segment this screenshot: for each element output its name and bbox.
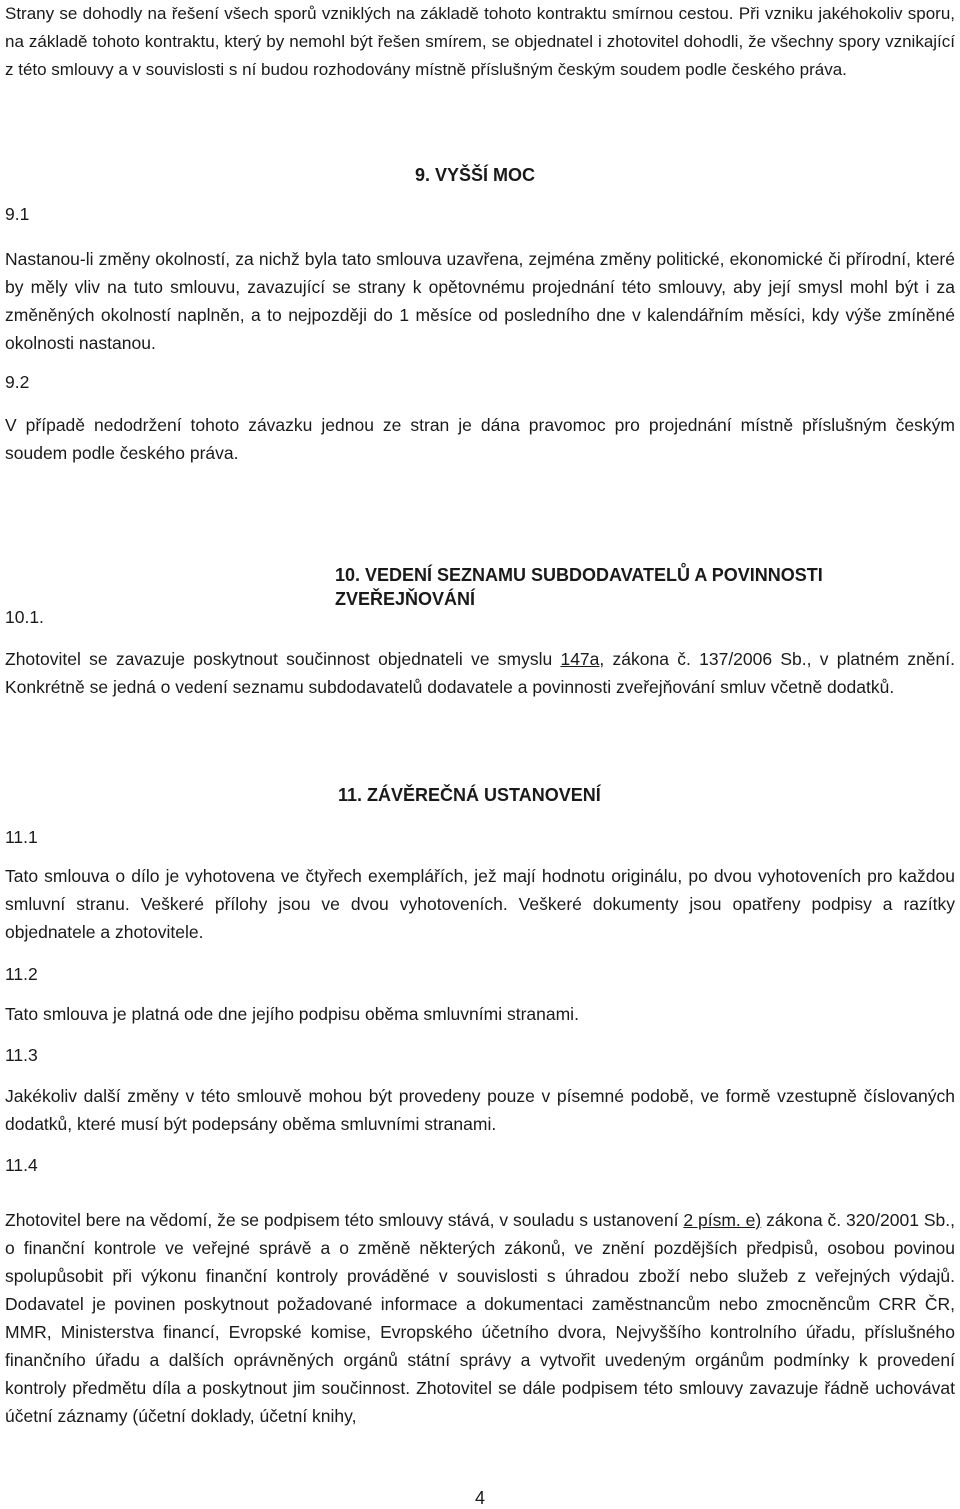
- clause-10-1-text: [5, 645, 955, 701]
- clause-number-11-1: 11.1: [5, 827, 38, 847]
- clause-number-9-1: 9.1: [5, 204, 30, 224]
- clause-9-2-text: V případě nedodržení tohoto závazku jednou ze stran je dána pravomoc pro projednání místně příslušným českým soudem podle českého práva.: [5, 415, 955, 463]
- clause-number-11-3: 11.3: [5, 1045, 38, 1065]
- clause-11-4-text: [5, 1206, 955, 1430]
- clause-11-4-text-end: zákona č. 320/2001 Sb., o finanční kontrole ve veřejné správě a o změně některých zákonů, ve znění pozdějších předpisů, osobou povinou spolupůsobit při výkonu finanční kontroly prováděné v souvislosti s úhradou zboží nebo služeb z veřejných výdajů. Dodavatel je povinen poskytnout požadované informace a dokumentaci zaměstnancům nebo zmocněncům CRR ČR, MMR, Ministerstva financí, Evropské komise, Evropského účetního dvora, Nejvyššího kontrolního úřadu, příslušného finančního úřadu a dalších oprávněných orgánů státní správy a vytvořit uvedeným orgánům podmínky k provedení kontroly předmětu díla a poskytnout jim součinnost. Zhotovitel se dále podpisem této smlouvy zavazuje řádně uchovávat účetní záznamy (účetní doklady, účetní knihy,: [5, 1210, 955, 1426]
- clause-number-11-2: 11.2: [5, 964, 38, 984]
- section-ref-147a: 147a: [560, 649, 600, 669]
- intro-paragraph: Strany se dohodly na řešení všech sporů vzniklých na základě tohoto kontraktu smírnou cestou. Při vzniku jakéhokoliv sporu, na základě tohoto kontraktu, který by nemohl být řešen smírem, se objednatel i zhotovitel dohodli, že všechny spory vznikající z této smlouvy a v souvislosti s ní budou rozhodovány místně příslušným českým soudem podle českého práva.: [5, 4, 955, 79]
- clause-10-1-text-end: , zákona č. 137/2006 Sb., v platném znění. Konkrétně se jedná o vedení seznamu subdodavatelů dodavatele a povinnosti zveřejňování smluv včetně dodatků.: [5, 649, 955, 697]
- clause-11-3-text: Jakékoliv další změny v této smlouvě mohou být provedeny pouze v písemné podobě, ve formě vzestupně číslovaných dodatků, které musí být podepsány oběma smluvními stranami.: [5, 1086, 955, 1134]
- clause-number-9-2: 9.2: [5, 372, 30, 392]
- clause-number-11-4: 11.4: [5, 1155, 38, 1175]
- clause-11-2-text: Tato smlouva je platná ode dne jejího podpisu oběma smluvními stranami.: [5, 1004, 579, 1024]
- page-number: 4: [474, 1488, 485, 1508]
- clause-11-1-text: Tato smlouva o dílo je vyhotovena ve čtyřech exemplářích, jež mají hodnotu originálu, po dvou vyhotoveních pro každou smluvní stranu. Veškeré přílohy jsou ve dvou vyhotoveních. Veškeré dokumenty jsou opatřeny podpisy a razítky objednatele a zhotovitele.: [5, 866, 955, 942]
- clause-11-4-text-start: Zhotovitel bere na vědomí, že se podpisem této smlouvy stává, v souladu s ustanovení: [5, 1210, 684, 1230]
- clause-10-1-text-start: Zhotovitel se zavazuje poskytnout součinnost objednateli ve smyslu: [5, 649, 561, 669]
- section-9-heading: 9. VYŠŠÍ MOC: [415, 165, 536, 185]
- section-11-heading: 11. ZÁVĚREČNÁ USTANOVENÍ: [338, 785, 601, 805]
- clause-number-10-1: 10.1.: [5, 607, 44, 627]
- clause-9-1-text: Nastanou-li změny okolností, za nichž byla tato smlouva uzavřena, zejména změny politické, ekonomické či přírodní, které by měly vliv na tuto smlouvu, zavazující se strany k opětovnému projednání této smlouvy, aby její smysl mohl být i za změněných okolností naplněn, a to nejpozději do 1 měsíce od posledního dne v kalendářním měsíci, kdy výše zmíněné okolnosti nastanou.: [5, 249, 955, 353]
- section-ref-2-pism-e: 2 písm. e): [683, 1210, 762, 1230]
- section-10-heading: 10. VEDENÍ SEZNAMU SUBDODAVATELŮ A POVINNOSTI ZVEŘEJŇOVÁNÍ: [335, 565, 823, 609]
